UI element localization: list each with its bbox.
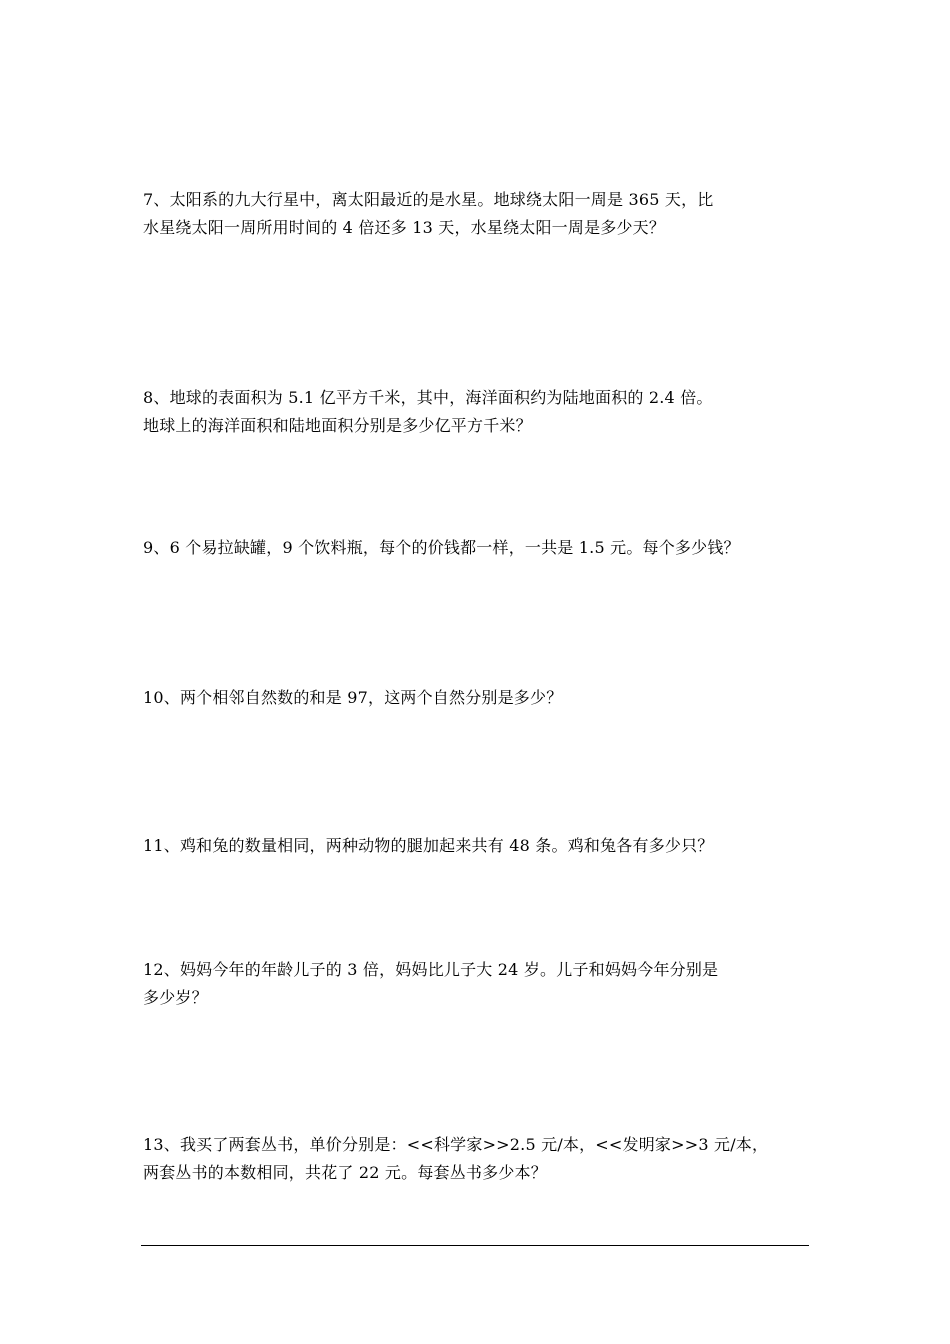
problem-8-line-2: 地球上的海洋面积和陆地面积分别是多少亿平方千米？ [143, 416, 532, 435]
problem-9 [143, 534, 811, 562]
problem-11-line-1: 11、鸡和兔的数量相同，两种动物的腿加起来共有 48 条。鸡和兔各有多少只？ [143, 836, 714, 855]
problem-7-line-2: 水星绕太阳一周所用时间的 4 倍还多 13 天，水星绕太阳一周是多少天？ [143, 218, 666, 237]
footer-divider [141, 1245, 809, 1246]
problem-7 [143, 186, 811, 242]
problem-10-line-1: 10、两个相邻自然数的和是 97，这两个自然分别是多少？ [143, 688, 563, 707]
problem-13-line-2: 两套丛书的本数相同，共花了 22 元。每套丛书多少本？ [143, 1163, 547, 1182]
problem-13 [143, 1131, 811, 1187]
problem-9-line-1: 9、6 个易拉缺罐，9 个饮料瓶，每个的价钱都一样，一共是 1.5 元。每个多少钱？ [143, 538, 740, 557]
problem-12-line-1: 12、妈妈今年的年龄儿子的 3 倍，妈妈比儿子大 24 岁。儿子和妈妈今年分别是 [143, 960, 719, 979]
problem-12 [143, 956, 811, 1012]
problem-8-line-1: 8、地球的表面积为 5.1 亿平方千米，其中，海洋面积约为陆地面积的 2.4 倍。 [143, 388, 713, 407]
problem-8 [143, 384, 811, 440]
problem-11 [143, 832, 811, 860]
problem-7-line-1: 7、太阳系的九大行星中，离太阳最近的是水星。地球绕太阳一周是 365 天，比 [143, 190, 714, 209]
problem-13-line-1: 13、我买了两套丛书，单价分别是：<<科学家>>2.5 元/本，<<发明家>>3 元/本， [143, 1135, 769, 1154]
problem-10 [143, 684, 811, 712]
problem-12-line-2: 多少岁？ [143, 988, 208, 1007]
